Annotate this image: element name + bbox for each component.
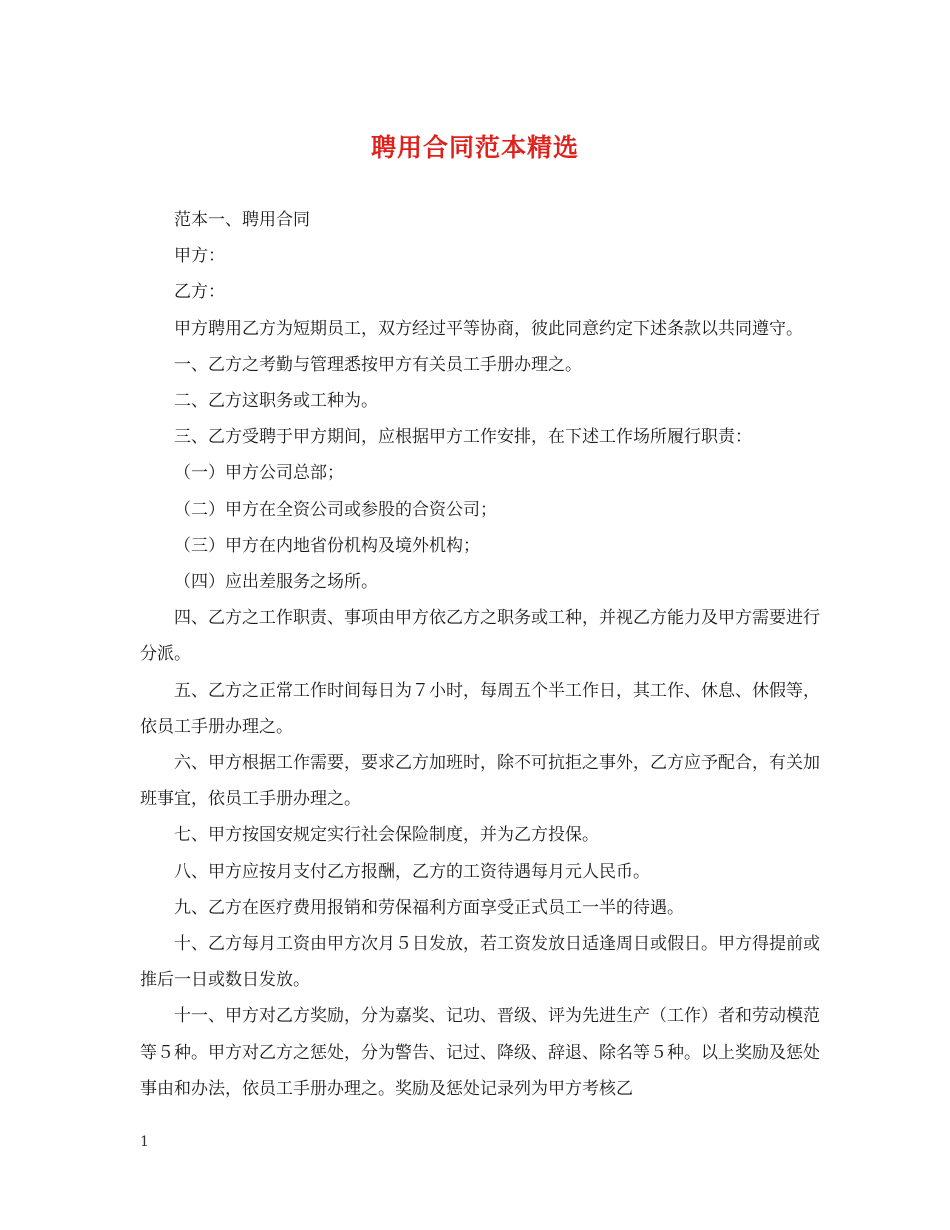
paragraph-heading: 范本一、聘用合同 bbox=[174, 210, 310, 230]
clause-4: 四、乙方之工作职责、事项由甲方依乙方之职务或工种，并视乙方能力及甲方需要进行分派。 bbox=[140, 608, 820, 665]
clause-8: 八、甲方应按月支付乙方报酬，乙方的工资待遇每月元人民币。 bbox=[174, 861, 650, 882]
clause-11: 十一、甲方对乙方奖励，分为嘉奖、记功、晋级、评为先进生产（工作）者和劳动模范等５种。甲方对乙方之惩处，分为警告、记过、降级、辞退、除名等５种。以上奖励及惩处事由和办法，依员工手册办理之。奖励及惩处记录列为甲方考核乙 bbox=[140, 1006, 820, 1099]
clause-2: 二、乙方这职务或工种为。 bbox=[174, 391, 378, 412]
clause-5: 五、乙方之正常工作时间每日为７小时，每周五个半工作日，其工作、休息、休假等，依员工手册办理之。 bbox=[140, 680, 820, 737]
clause-1: 一、乙方之考勤与管理悉按甲方有关员工手册办理之。 bbox=[174, 354, 582, 375]
paragraph-party-b: 乙方： bbox=[174, 282, 225, 303]
clause-3-item-1: （一）甲方公司总部； bbox=[174, 463, 344, 484]
clause-7: 七、甲方按国安规定实行社会保险制度，并为乙方投保。 bbox=[174, 825, 599, 846]
clause-3-item-3: （三）甲方在内地省份机构及境外机构； bbox=[174, 535, 480, 556]
document-body bbox=[140, 202, 820, 1107]
clause-3-item-4: （四）应出差服务之场所。 bbox=[174, 572, 378, 593]
clause-9: 九、乙方在医疗费用报销和劳保福利方面享受正式员工一半的待遇。 bbox=[174, 897, 684, 918]
clause-3-item-2: （二）甲方在全资公司或参股的合资公司； bbox=[174, 499, 497, 520]
clause-6: 六、甲方根据工作需要，要求乙方加班时，除不可抗拒之事外，乙方应予配合，有关加班事宜，依员工手册办理之。 bbox=[140, 753, 820, 810]
page-number: 1 bbox=[140, 1134, 149, 1150]
clause-10: 十、乙方每月工资由甲方次月５日发放，若工资发放日适逢周日或假日。甲方得提前或推后一日或数日发放。 bbox=[140, 934, 820, 991]
page-title: 聘用合同范本精选 bbox=[370, 133, 579, 162]
paragraph-party-a: 甲方： bbox=[174, 246, 225, 267]
clause-3: 三、乙方受聘于甲方期间，应根据甲方工作安排，在下述工作场所履行职责： bbox=[174, 427, 752, 448]
paragraph-intro: 甲方聘用乙方为短期员工，双方经过平等协商，彼此同意约定下述条款以共同遵守。 bbox=[174, 318, 803, 339]
